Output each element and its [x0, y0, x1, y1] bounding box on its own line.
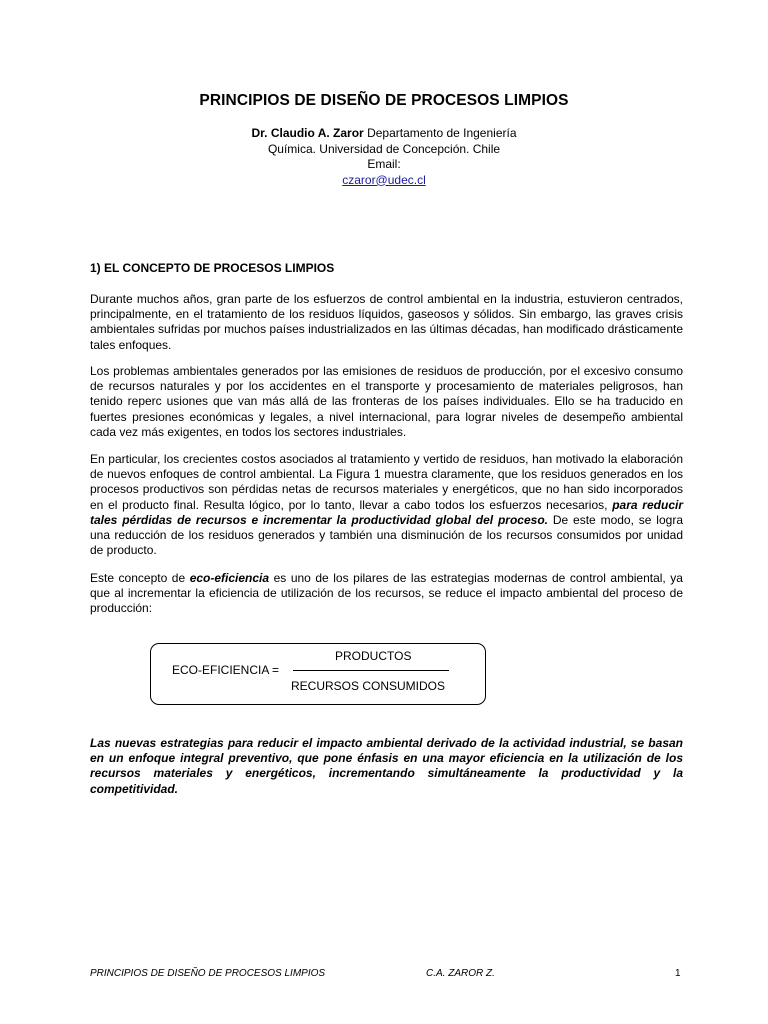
paragraph-4-emphasis: eco-eficiencia [189, 571, 270, 585]
footer-author: C.A. ZAROR Z. [426, 968, 495, 979]
paragraph-3-emphasis: para reducir tales pérdidas de recursos e incrementar la productividad global del proceso. [90, 497, 683, 527]
paragraph-3-text-a: En particular, los crecientes costos asociados al tratamiento y vertido de residuos, han motivado la elaboración de nuevos enfoques de control ambiental. La Figura 1 muestra claramente, que los residuos generados en los procesos productivos son pérdidas netas de recursos materiales y energéticos, que no han sido incorporados en el producto final. Resulta lógico, por lo tanto, llevar a cabo todos los esfuerzos necesarios, [90, 452, 683, 512]
paragraph-4-text-c: es uno de los pilares de las estrategias modernas de control ambiental, ya que al incrementar la eficiencia de utilización de los recursos, se reduce el impacto ambiental del proceso de producción: [90, 571, 683, 616]
footer-title: PRINCIPIOS DE DISEÑO DE PROCESOS LIMPIOS [90, 968, 326, 979]
paragraph-3-text-c: De este modo, se logra una reducción de los residuos generados y también una disminución de los recursos consumidos por unidad de producto. [90, 512, 683, 558]
paragraph-2: Los problemas ambientales generados por las emisiones de residuos de producción, por el excesivo consumo de recursos naturales y por los accidentes en el transporte y procesamiento de materiales peligrosos, han tenido reperc usiones que van más allá de las fronteras de los países individuales. Ello se ha traducido en fuertes presiones económicas y legales, a nivel internacional, para lograr niveles de desempeño ambiental cada vez más exigentes, en todos los sectores industriales. [90, 364, 683, 439]
author-email-link[interactable]: czaror@udec.cl [342, 172, 426, 187]
eco-efficiency-formula [150, 643, 486, 705]
section-heading: 1) EL CONCEPTO DE PROCESOS LIMPIOS [90, 261, 335, 275]
footer-page-number: 1 [675, 968, 681, 979]
author-affiliation: Departamento de Ingeniería Química. Universidad de Concepción. Chile Email: [267, 126, 517, 171]
fraction-line [293, 670, 449, 671]
formula-denominator: RECURSOS CONSUMIDOS [291, 679, 446, 693]
conclusion-paragraph: Las nuevas estrategias para reducir el impacto ambiental derivado de la actividad industrial, se basan en un enfoque integral preventivo, que pone énfasis en una mayor eficiencia en la utilización de los recursos materiales y energéticos, incrementando simultáneamente la productividad y la competitividad. [90, 736, 683, 796]
paragraph-4-text-a: Este concepto de [90, 571, 190, 585]
document-title: PRINCIPIOS DE DISEÑO DE PROCESOS LIMPIOS [199, 92, 569, 109]
author-name: Dr. Claudio A. Zaror [251, 126, 364, 140]
paragraph-1: Durante muchos años, gran parte de los esfuerzos de control ambiental en la industria, estuvieron centrados, principalmente, en el tratamiento de los residuos líquidos, gaseosos y sólidos. Sin embargo, las graves crisis ambientales sufridas por muchos países industrializados en las últimas décadas, han modificado drásticamente tales enfoques. [90, 292, 683, 352]
author-block [250, 126, 518, 188]
paragraph-3 [90, 452, 683, 558]
formula-lhs: ECO-EFICIENCIA = [172, 663, 280, 677]
formula-numerator: PRODUCTOS [335, 649, 412, 663]
paragraph-4 [90, 571, 683, 617]
